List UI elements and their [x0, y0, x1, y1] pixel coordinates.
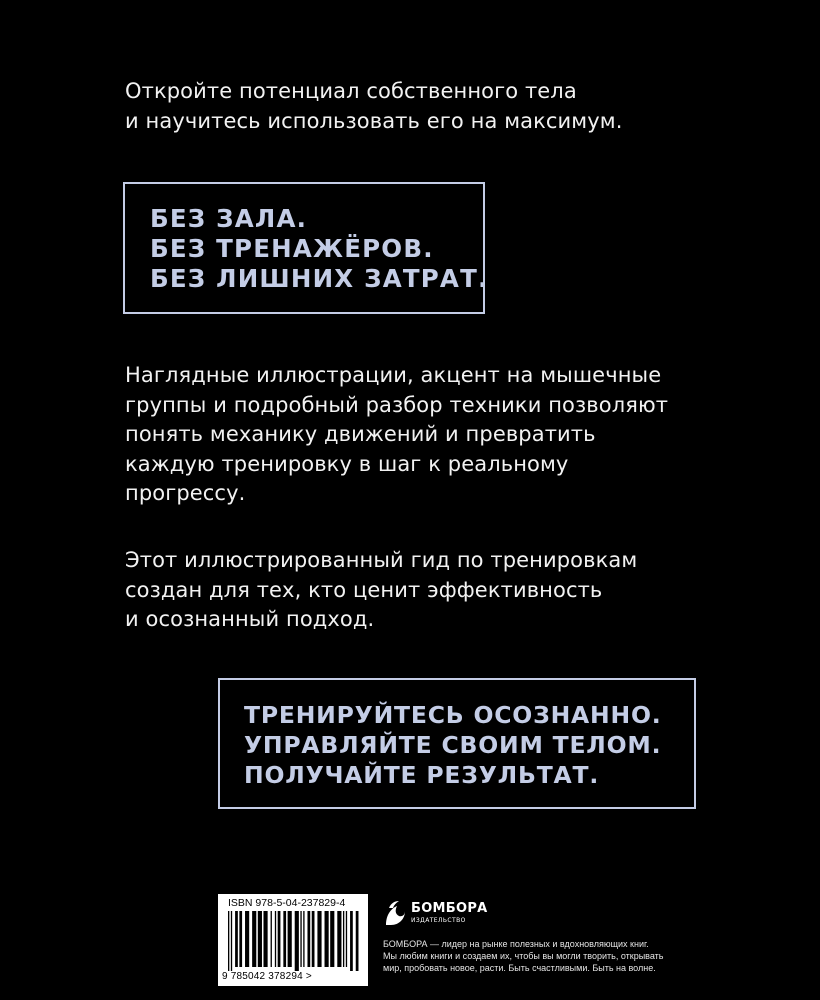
audience-line: создан для тех, кто ценит эффективность — [125, 577, 603, 602]
barcode-image — [228, 911, 360, 971]
isbn-label: ISBN 978-5-04-237829-4 — [228, 897, 346, 909]
barcode-bar — [258, 911, 262, 967]
slogan-line: БЕЗ ЛИШНИХ ЗАТРАТ. — [150, 264, 489, 293]
call-to-action-line: ПОЛУЧАЙТЕ РЕЗУЛЬТАТ. — [244, 761, 600, 789]
slogan-line: БЕЗ ЗАЛА. — [150, 204, 308, 233]
publisher-description-line: БОМБОРА — лидер на рынке полезных и вдохновляющих книг. — [383, 939, 649, 949]
barcode-bar — [350, 911, 353, 971]
barcode-card — [218, 894, 368, 986]
call-to-action-line: ТРЕНИРУЙТЕСЬ ОСОЗНАННО. — [244, 701, 662, 729]
wave-icon — [383, 898, 407, 928]
barcode-bar — [252, 911, 256, 967]
audience-line: и осознанный подход. — [125, 607, 375, 631]
barcode-bar — [343, 911, 344, 967]
barcode-bar — [278, 911, 281, 967]
barcode-bar — [295, 911, 299, 971]
intro-text — [125, 77, 623, 136]
ean-digits: 9 785042 378294 > — [222, 971, 312, 982]
description-line: прогрессу. — [125, 481, 246, 505]
description-line: Наглядные иллюстрации, акцент на мышечные — [125, 363, 662, 387]
slogan-box — [123, 182, 489, 314]
publisher-subtitle: ИЗДАТЕЛЬСТВО — [411, 917, 466, 924]
barcode-bar — [346, 911, 347, 967]
publisher-description-line: Мы любим книги и создаем их, чтобы вы могли творить, открывать — [383, 951, 664, 961]
barcode-bar — [275, 911, 276, 967]
audience-line: Этот иллюстрированный гид по тренировкам — [125, 548, 638, 572]
barcode-bar — [231, 911, 232, 971]
barcode-bar — [288, 911, 292, 967]
publisher-logo — [383, 898, 503, 930]
description-text — [125, 361, 668, 509]
barcode-bar — [317, 911, 321, 967]
description-line: группы и подробный разбор техники позволяют — [125, 392, 669, 417]
barcode-bar — [356, 911, 359, 971]
barcode-bar — [337, 911, 341, 967]
publisher-description — [383, 938, 663, 974]
barcode-bar — [228, 911, 229, 971]
barcode-bar — [271, 911, 272, 967]
barcode-bar — [300, 911, 301, 967]
barcode-bar — [303, 911, 304, 967]
barcode-bar — [283, 911, 286, 967]
call-to-action-box — [218, 678, 696, 809]
publisher-name: БОМБОРА — [411, 901, 488, 916]
slogan-line: БЕЗ ТРЕНАЖЁРОВ. — [150, 234, 434, 263]
barcode-bar — [235, 911, 238, 967]
barcode-bar — [307, 911, 310, 967]
intro-line: Откройте потенциал собственного тела — [125, 79, 577, 103]
intro-line: и научитесь использовать его на максимум. — [125, 108, 623, 133]
description-line: понять механику движений и превратить — [125, 422, 596, 446]
description-line: каждую тренировку в шаг к реальному — [125, 451, 569, 476]
barcode-bar — [325, 911, 329, 967]
barcode-bar — [245, 911, 249, 967]
barcode-bar — [263, 911, 267, 967]
call-to-action-line: УПРАВЛЯЙТЕ СВОИМ ТЕЛОМ. — [244, 731, 662, 759]
barcode-bar — [330, 911, 334, 967]
publisher-description-line: мир, пробовать новое, расти. Быть счастливыми. Быть на волне. — [383, 963, 656, 973]
barcode-bar — [312, 911, 315, 967]
audience-text — [125, 546, 637, 635]
barcode-bar — [239, 911, 242, 967]
